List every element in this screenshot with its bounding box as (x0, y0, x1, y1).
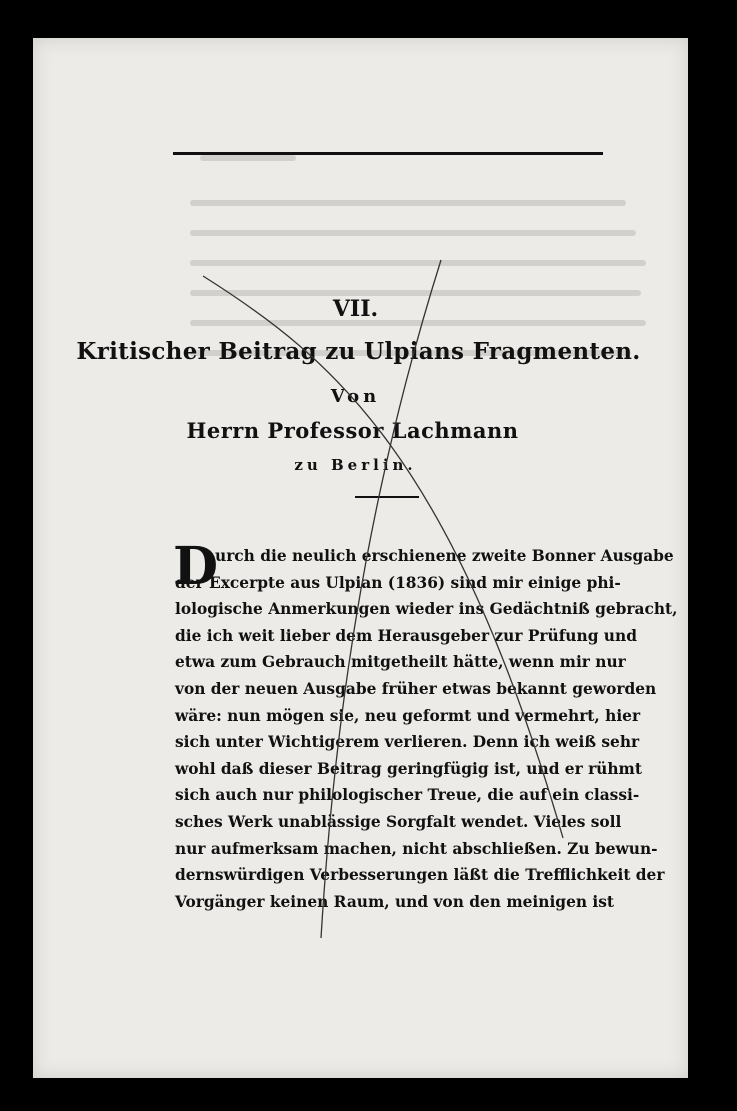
text-line: urch die neulich erschienene zweite Bonner Ausgabe (215, 547, 674, 565)
byline-von: Von (330, 386, 381, 407)
text-line: sches Werk unablässige Sorgfalt wendet. Vieles soll (175, 812, 622, 831)
text-line: von der neuen Ausgabe früher etwas bekannt geworden (175, 679, 657, 698)
drop-cap: D (173, 536, 219, 597)
header-rule (173, 152, 603, 155)
text-line: wohl daß dieser Beitrag geringfügig ist, und er rühmt (175, 759, 642, 778)
chapter-number: VII. (332, 296, 379, 322)
text-line: nur aufmerksam machen, nicht abschließen. Zu bewun- (175, 839, 658, 858)
author-name: Herrn Professor Lachmann (186, 418, 519, 443)
author-place: zu Berlin. (294, 456, 417, 474)
text-line: wäre: nun mögen sie, neu geformt und vermehrt, hier (175, 706, 641, 725)
chapter-title: Kritischer Beitrag zu Ulpians Fragmenten. (76, 338, 641, 365)
text-line: Vorgänger keinen Raum, und von den meinigen ist (175, 892, 615, 911)
text-line: der Excerpte aus Ulpian (1836) sind mir einige phi- (175, 573, 621, 592)
separator-rule (355, 496, 419, 498)
document-page (33, 38, 688, 1078)
text-line: die ich weit lieber dem Herausgeber zur Prüfung und (175, 626, 637, 645)
text-line: sich unter Wichtigerem verlieren. Denn ich weiß sehr (175, 733, 640, 752)
body-text (173, 536, 678, 915)
text-line: dernswürdigen Verbesserungen läßt die Trefflichkeit der (175, 866, 665, 885)
text-line: etwa zum Gebrauch mitgetheilt hätte, wenn mir nur (175, 653, 626, 672)
text-line: sich auch nur philologischer Treue, die auf ein classi- (175, 786, 640, 805)
text-line: lologische Anmerkungen wieder ins Gedächtniß gebracht, (175, 600, 678, 619)
